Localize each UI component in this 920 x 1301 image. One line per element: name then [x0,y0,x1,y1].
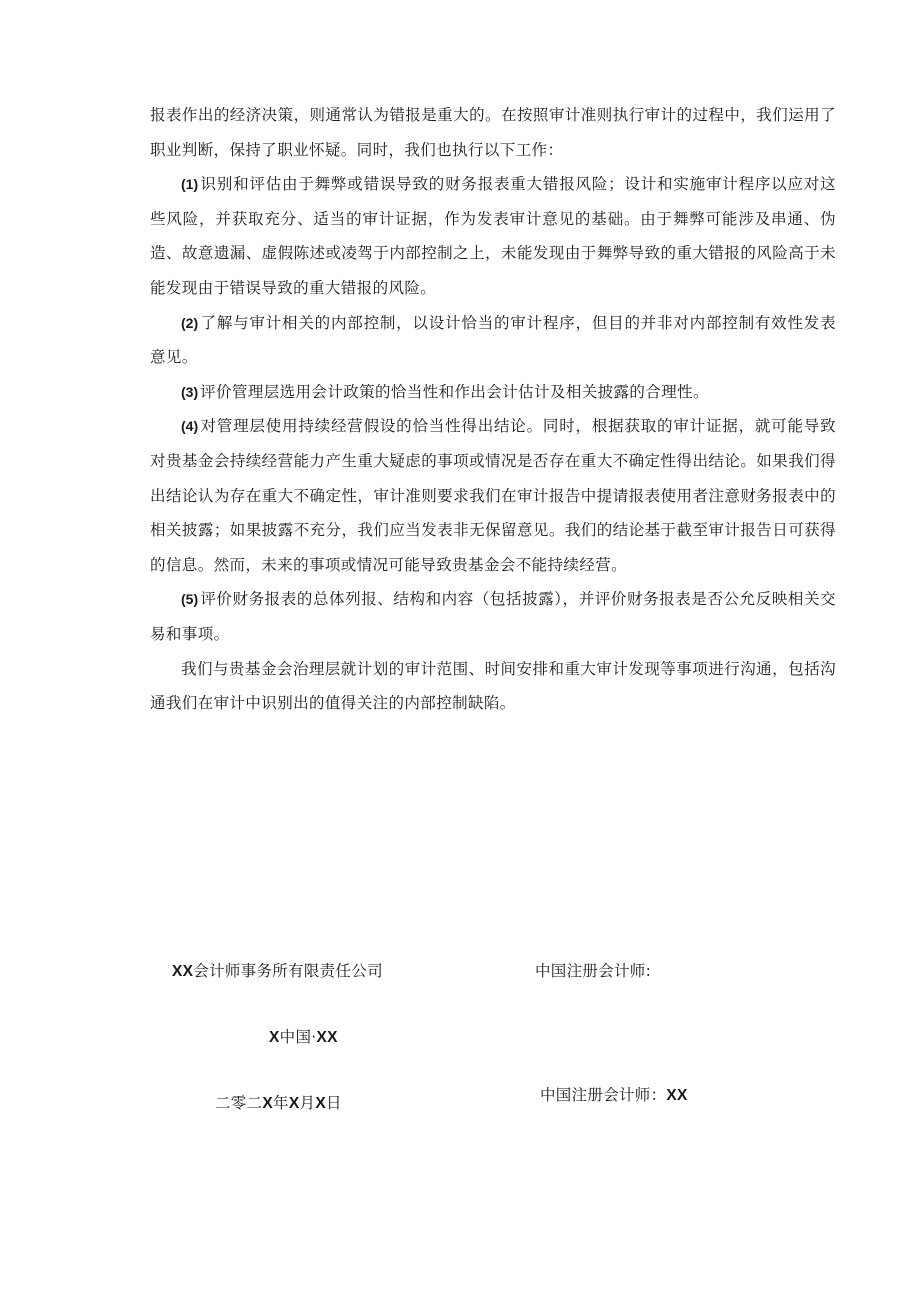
location [269,1025,338,1047]
date-year-x: X [262,1095,274,1112]
date-prefix: 二零二 [215,1094,263,1112]
work-item-3 [150,375,836,410]
work-item-1-number: (1) [181,176,199,193]
work-item-1-text: 识别和评估由于舞弊或错误导致的财务报表重大错报风险；设计和实施审计程序以应对这些风险，并获取充分、适当的审计证据，作为发表审计意见的基础。由于舞弊可能涉及串通、伪造、故意遗漏、虚假陈述或凌驾于内部控制之上，未能发现由于舞弊导致的重大错报的风险高于未能发现由于错误导致的重大错报的风险。 [150,175,836,297]
report-body [150,98,836,721]
date-day-label: 日 [325,1094,342,1112]
cpa-label-1: 中国注册会计师: [535,962,652,980]
intro-paragraph: 报表作出的经济决策，则通常认为错报是重大的。在按照审计准则执行审计的过程中，我们运用了职业判断，保持了职业怀疑。同时，我们也执行以下工作： [150,106,836,159]
closing-paragraph: 我们与贵基金会治理层就计划的审计范围、时间安排和重大审计发现等事项进行沟通，包括沟通我们在审计中识别出的值得关注的内部控制缺陷。 [150,659,836,713]
work-item-5 [150,582,836,651]
work-item-5-number: (5) [181,591,199,608]
work-item-2-number: (2) [181,314,199,331]
work-item-4-number: (4) [181,418,199,435]
location-xx: XX [316,1029,338,1046]
work-item-4-text: 对管理层使用持续经营假设的恰当性得出结论。同时，根据获取的审计证据，就可能导致对贵基金会持续经营能力产生重大疑虑的事项或情况是否存在重大不确定性得出结论。如果我们得出结论认为存在重大不确定性，审计准则要求我们在审计报告中提请报表使用者注意财务报表中的相关披露；如果披露不充分，我们应当发表非无保留意见。我们的结论基于截至审计报告日可获得的信息。然而，未来的事项或情况可能导致贵基金会不能持续经营。 [150,417,836,574]
work-item-3-text: 评价管理层选用会计政策的恰当性和作出会计估计及相关披露的合理性。 [200,382,709,401]
location-cn: 中国· [279,1028,317,1046]
work-item-2 [150,306,836,375]
firm-name-text: 会计师事务所有限责任公司 [193,962,383,980]
date-day-x: X [315,1095,326,1112]
work-item-2-text: 了解与审计相关的内部控制，以设计恰当的审计程序，但目的并非对内部控制有效性发表意见。 [150,313,836,367]
work-item-4 [150,409,836,582]
work-item-5-text: 评价财务报表的总体列报、结构和内容（包括披露），并评价财务报表是否公允反映相关交易和事项。 [150,590,836,643]
firm-prefix: XX [172,963,194,980]
report-date [215,1091,342,1113]
date-month-x: X [288,1095,300,1112]
date-month-label: 月 [299,1094,316,1112]
date-year-label: 年 [273,1094,289,1112]
work-item-3-number: (3) [181,383,199,400]
work-item-1 [150,167,836,305]
cpa-name-2: XX [666,1087,688,1104]
cpa-label-2-text: 中国注册会计师： [540,1086,667,1104]
cpa-label-2 [540,1083,688,1105]
firm-name [172,959,383,981]
location-x: X [269,1029,280,1046]
